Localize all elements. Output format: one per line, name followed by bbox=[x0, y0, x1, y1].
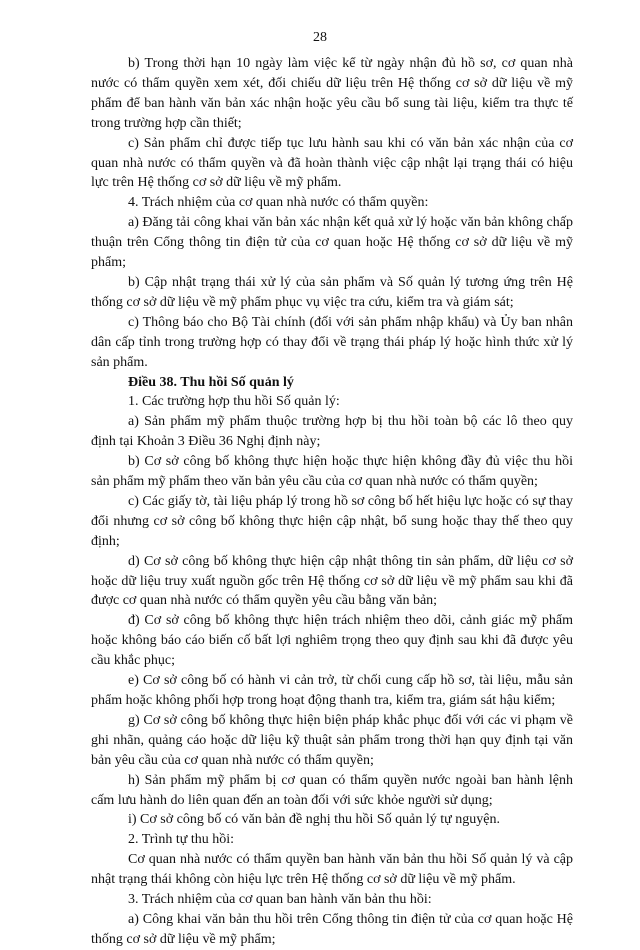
article-38-title: Điều 38. Thu hồi Số quản lý bbox=[128, 374, 294, 390]
page-number: 28 bbox=[313, 30, 327, 45]
paragraph-1i: i) Cơ sở công bố có văn bản đề nghị thu hồi Số quản lý tự nguyện. bbox=[128, 812, 500, 828]
paragraph-1dd: đ) Cơ sở công bố không thực hiện trách nhiệm theo dõi, cảnh giác mỹ phẩm hoặc không báo cáo biến cố bất lợi nghiêm trọng theo quy định sau khi đã được yêu cầu khắc phục; bbox=[91, 613, 573, 669]
paragraph-1h: h) Sản phẩm mỹ phẩm bị cơ quan có thẩm quyền nước ngoài ban hành lệnh cấm lưu hành do liên quan đến an toàn đối với sức khỏe người sử dụng; bbox=[91, 772, 573, 808]
paragraph-2-body: Cơ quan nhà nước có thẩm quyền ban hành văn bản thu hồi Số quản lý và cập nhật trạng thái không còn hiệu lực trên Hệ thống cơ sở dữ liệu về mỹ phẩm. bbox=[91, 852, 573, 888]
paragraph-4-heading: 4. Trách nhiệm của cơ quan nhà nước có thẩm quyền: bbox=[128, 195, 429, 211]
paragraph-4b: b) Cập nhật trạng thái xử lý của sản phẩm và Số quản lý tương ứng trên Hệ thống cơ sở dữ liệu về mỹ phẩm phục vụ việc tra cứu, kiểm tra và giám sát; bbox=[91, 274, 573, 310]
paragraph-1g: g) Cơ sở công bố không thực hiện biện pháp khắc phục đối với các vi phạm về ghi nhãn, quảng cáo hoặc dữ liệu kỹ thuật sản phẩm trong thời hạn quy định tại văn bản yêu cầu của cơ quan nhà nước có thẩm quyền; bbox=[91, 712, 573, 768]
paragraph-1c: c) Các giấy tờ, tài liệu pháp lý trong hồ sơ công bố hết hiệu lực hoặc có sự thay đổi nhưng cơ sở công bố không thực hiện cập nhật, bổ sung hoặc thay thế theo quy định; bbox=[91, 493, 573, 549]
paragraph-3b: b) Trong thời hạn 10 ngày làm việc kể từ ngày nhận đủ hồ sơ, cơ quan nhà nước có thẩm quyền xem xét, đối chiếu dữ liệu trên Hệ thống cơ sở dữ liệu về mỹ phẩm để ban hành văn bản xác nhận hoặc yêu cầu bổ sung tài liệu, kiểm tra thực tế trong trường hợp cần thiết; bbox=[91, 56, 573, 131]
paragraph-3-heading: 3. Trách nhiệm của cơ quan ban hành văn bản thu hồi: bbox=[128, 892, 432, 908]
paragraph-1a: a) Sản phẩm mỹ phẩm thuộc trường hợp bị thu hồi toàn bộ các lô theo quy định tại Khoản 3 Điều 36 Nghị định này; bbox=[91, 414, 573, 450]
paragraph-3c: c) Sản phẩm chỉ được tiếp tục lưu hành sau khi có văn bản xác nhận của cơ quan nhà nước có thẩm quyền và đã hoàn thành việc cập nhật lại trạng thái có hiệu lực trên Hệ thống cơ sở dữ liệu về mỹ phẩm. bbox=[91, 135, 573, 191]
paragraph-3a-recall: a) Công khai văn bản thu hồi trên Cổng thông tin điện tử của cơ quan hoặc Hệ thống cơ sở dữ liệu về mỹ phẩm; bbox=[91, 911, 573, 947]
paragraph-4a: a) Đăng tải công khai văn bản xác nhận kết quả xử lý hoặc văn bản không chấp thuận trên Cổng thông tin điện tử của cơ quan hoặc Hệ thống cơ sở dữ liệu về mỹ phẩm; bbox=[91, 215, 573, 271]
document-body bbox=[91, 54, 573, 950]
paragraph-1e: e) Cơ sở công bố có hành vi cản trở, từ chối cung cấp hồ sơ, tài liệu, mẫu sản phẩm hoặc không phối hợp trong hoạt động thanh tra, kiểm tra, giám sát hậu kiểm; bbox=[91, 673, 573, 708]
paragraph-1d: d) Cơ sở công bố không thực hiện cập nhật thông tin sản phẩm, dữ liệu cơ sở hoặc dữ liệu truy xuất nguồn gốc trên Hệ thống cơ sở dữ liệu về mỹ phẩm sau khi đã được cơ quan nhà nước có thẩm quyền yêu cầu bằng văn bản; bbox=[91, 553, 573, 609]
paragraph-2-heading: 2. Trình tự thu hồi: bbox=[128, 832, 235, 848]
paragraph-1b: b) Cơ sở công bố không thực hiện hoặc thực hiện không đầy đủ việc thu hồi sản phẩm mỹ phẩm theo văn bản yêu cầu của cơ quan nhà nước có thẩm quyền; bbox=[91, 454, 573, 490]
paragraph-1-heading: 1. Các trường hợp thu hồi Số quản lý: bbox=[128, 394, 340, 410]
paragraph-4c: c) Thông báo cho Bộ Tài chính (đối với sản phẩm nhập khẩu) và Ủy ban nhân dân cấp tỉnh trong trường hợp có thay đổi về trạng thái pháp lý hoặc hình thức xử lý sản phẩm. bbox=[91, 314, 573, 370]
